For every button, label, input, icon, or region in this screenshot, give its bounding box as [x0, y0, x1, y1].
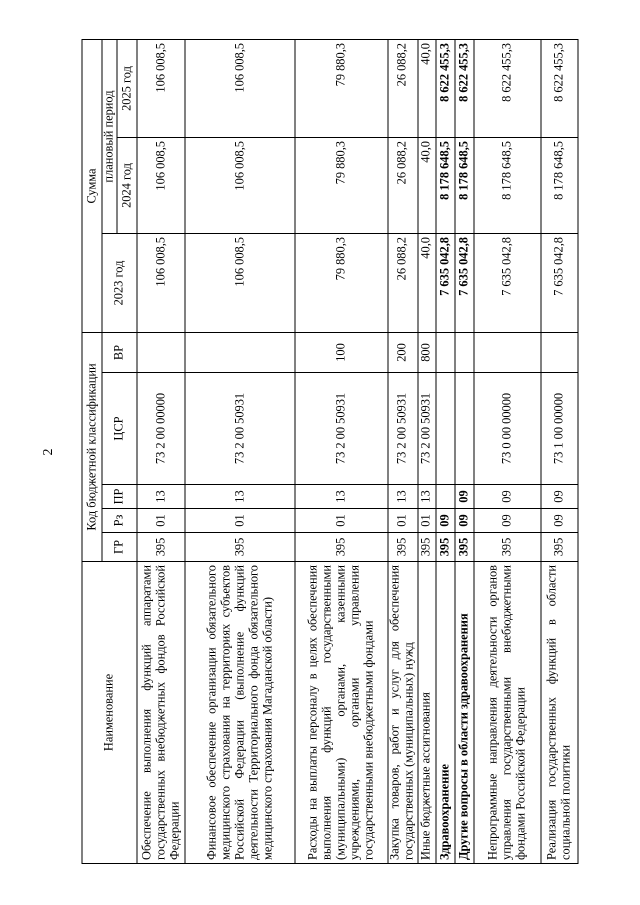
header-plan-group: плановый период [102, 40, 117, 234]
cell-2023: 40,0 [418, 234, 436, 333]
cell-gr: 395 [436, 533, 455, 562]
cell-csr: 73 2 00 50931 [185, 373, 295, 485]
table-row [388, 40, 418, 864]
cell-name: Реализация государственных функций в области социальной политики [541, 562, 578, 864]
cell-rz: 01 [137, 509, 185, 533]
cell-csr [455, 373, 474, 485]
cell-name: Другие вопросы в области здравоохранения [455, 562, 474, 864]
table-row [418, 40, 436, 864]
cell-2023: 7 635 042,8 [455, 234, 474, 333]
cell-2023: 106 008,5 [185, 234, 295, 333]
cell-2024: 8 178 648,5 [541, 138, 578, 234]
header-rz: Рз [102, 509, 137, 533]
cell-2025: 8 622 455,3 [541, 40, 578, 138]
cell-vr [541, 333, 578, 373]
cell-gr: 395 [541, 533, 578, 562]
header-csr: ЦСР [102, 373, 137, 485]
cell-rz: 01 [295, 509, 388, 533]
cell-rz: 01 [185, 509, 295, 533]
page-number: 2 [41, 448, 56, 456]
cell-2025: 106 008,5 [137, 40, 185, 138]
cell-rz: 09 [541, 509, 578, 533]
cell-vr [185, 333, 295, 373]
cell-pr: 13 [137, 485, 185, 509]
header-pr: ПР [102, 485, 137, 509]
cell-vr: 200 [388, 333, 418, 373]
table-row [436, 40, 455, 864]
cell-name: Здравоохранение [436, 562, 455, 864]
cell-2024: 106 008,5 [137, 138, 185, 234]
cell-2024: 40,0 [418, 138, 436, 234]
cell-vr [455, 333, 474, 373]
cell-gr: 395 [185, 533, 295, 562]
cell-csr: 73 2 00 00000 [137, 373, 185, 485]
budget-table-rotated [82, 40, 579, 864]
cell-name: Финансовое обеспечение организации обязательного медицинского страхования на территориях субъектов Российской Федерации (выполнение функций деятельности Территориального фонда обязательного медицинского страхования Магаданской области) [185, 562, 295, 864]
cell-name: Закупка товаров, работ и услуг для обеспечения государственных (муниципальных) нужд [388, 562, 418, 864]
cell-2024: 106 008,5 [185, 138, 295, 234]
table-row [474, 40, 541, 864]
table-row [185, 40, 295, 864]
cell-2025: 106 008,5 [185, 40, 295, 138]
cell-name: Непрограммные направления деятельности органов управления государственными внебюджетными фондами Российской Федерации [474, 562, 541, 864]
table-row [137, 40, 185, 864]
cell-2025: 8 622 455,3 [436, 40, 455, 138]
cell-pr: 09 [455, 485, 474, 509]
cell-2023: 7 635 042,8 [541, 234, 578, 333]
cell-pr: 13 [418, 485, 436, 509]
cell-2023: 7 635 042,8 [436, 234, 455, 333]
table-row [541, 40, 578, 864]
header-gr: ГР [102, 533, 137, 562]
cell-pr [436, 485, 455, 509]
cell-pr: 13 [388, 485, 418, 509]
cell-2024: 26 088,2 [388, 138, 418, 234]
cell-pr: 13 [185, 485, 295, 509]
cell-vr [137, 333, 185, 373]
cell-name: Обеспечение выполнения функций аппаратами государственных внебюджетных фондов Российской Федерации [137, 562, 185, 864]
cell-gr: 395 [388, 533, 418, 562]
cell-csr: 73 2 00 50931 [295, 373, 388, 485]
header-2024: 2024 год [117, 138, 137, 234]
cell-2023: 79 880,3 [295, 234, 388, 333]
cell-rz: 09 [436, 509, 455, 533]
header-code-group: Код бюджетной классификации [82, 333, 102, 562]
header-name: Наименование [82, 562, 137, 864]
cell-2023: 26 088,2 [388, 234, 418, 333]
cell-csr: 73 2 00 50931 [418, 373, 436, 485]
cell-gr: 395 [474, 533, 541, 562]
cell-rz: 01 [388, 509, 418, 533]
cell-pr: 09 [474, 485, 541, 509]
cell-2023: 106 008,5 [137, 234, 185, 333]
header-2023: 2023 год [102, 234, 137, 333]
cell-vr: 800 [418, 333, 436, 373]
cell-vr: 100 [295, 333, 388, 373]
cell-name: Иные бюджетные ассигнования [418, 562, 436, 864]
cell-gr: 395 [295, 533, 388, 562]
table-row [455, 40, 474, 864]
table-body [137, 40, 578, 864]
header-vr: ВР [102, 333, 137, 373]
cell-2025: 40,0 [418, 40, 436, 138]
cell-rz: 09 [474, 509, 541, 533]
cell-pr: 09 [541, 485, 578, 509]
cell-vr [436, 333, 455, 373]
cell-pr: 13 [295, 485, 388, 509]
cell-csr: 73 2 00 50931 [388, 373, 418, 485]
cell-gr: 395 [137, 533, 185, 562]
cell-vr [474, 333, 541, 373]
cell-2025: 26 088,2 [388, 40, 418, 138]
cell-gr: 395 [455, 533, 474, 562]
cell-csr: 73 1 00 00000 [541, 373, 578, 485]
cell-2024: 8 178 648,5 [474, 138, 541, 234]
cell-csr: 73 0 00 00000 [474, 373, 541, 485]
header-sum-group: Сумма [82, 40, 102, 333]
cell-gr: 395 [418, 533, 436, 562]
cell-csr [436, 373, 455, 485]
cell-2025: 79 880,3 [295, 40, 388, 138]
cell-rz: 01 [418, 509, 436, 533]
cell-2024: 79 880,3 [295, 138, 388, 234]
cell-name: Расходы на выплаты персоналу в целях обеспечения выполнения функций государственными (муниципальными) органами, казенными учреждениями, органами управления государственными внебюджетными фондами [295, 562, 388, 864]
cell-2024: 8 178 648,5 [455, 138, 474, 234]
cell-2024: 8 178 648,5 [436, 138, 455, 234]
cell-rz: 09 [455, 509, 474, 533]
header-2025: 2025 год [117, 40, 137, 138]
cell-2023: 7 635 042,8 [474, 234, 541, 333]
cell-2025: 8 622 455,3 [455, 40, 474, 138]
table-row [295, 40, 388, 864]
budget-table [82, 39, 579, 864]
cell-2025: 8 622 455,3 [474, 40, 541, 138]
